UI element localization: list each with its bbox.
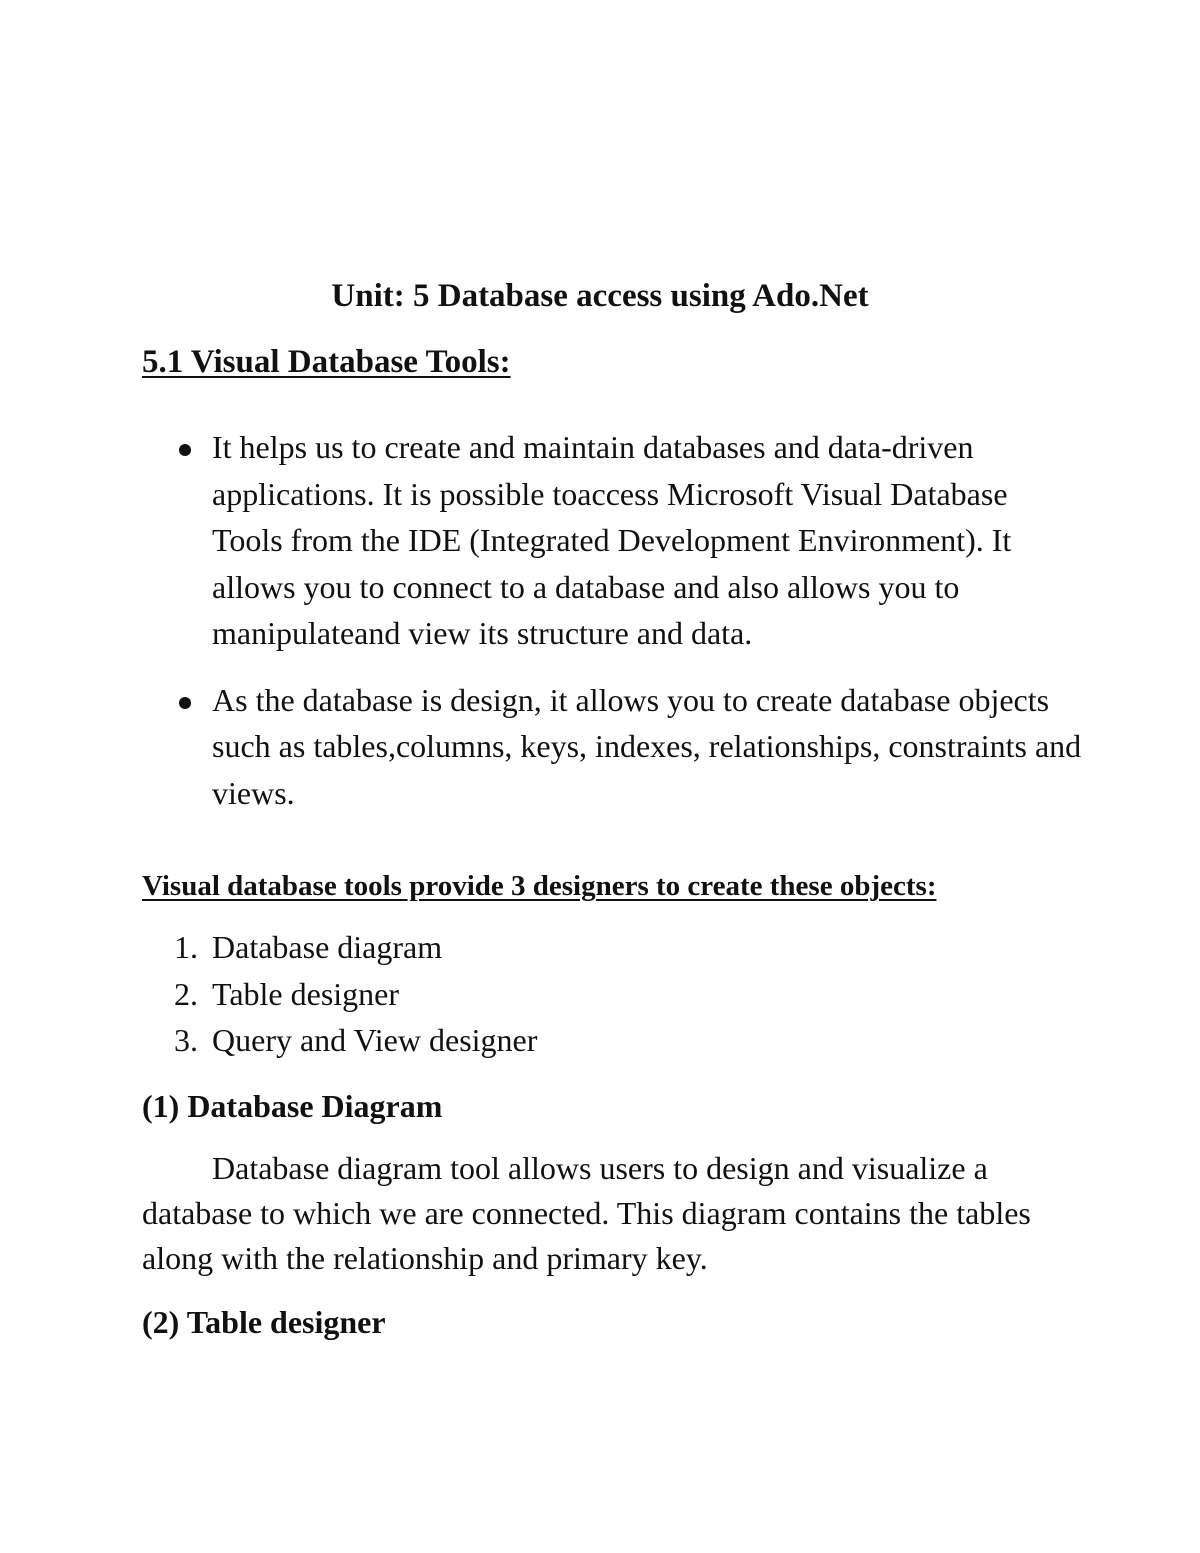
list-number: 2. — [174, 975, 198, 1012]
list-item — [142, 1017, 537, 1064]
bullet-text: It helps us to create and maintain databases and data-driven applications. It is possible toaccess Microsoft Visual Database Tools from the IDE (Integrated Development Environment). It allows you to connect to a database and also allows you to manipulateand view its structure and data. — [212, 429, 1012, 651]
designers-heading: Visual database tools provide 3 designers to create these objects: — [142, 870, 937, 902]
database-diagram-paragraph — [142, 1146, 1042, 1281]
paragraph-text: Database diagram tool allows users to design and visualize a database to which we are connected. This diagram contains the tables along with the relationship and primary key. — [142, 1150, 1031, 1276]
list-text: Query and View designer — [212, 1022, 538, 1058]
list-item — [142, 971, 537, 1018]
list-number: 3. — [174, 1022, 198, 1058]
section-heading: 5.1 Visual Database Tools: — [142, 344, 511, 380]
list-text: Database diagram — [212, 929, 443, 965]
list-item — [142, 924, 537, 971]
bullet-text: As the database is design, it allows you to create database objects such as tables,columns, keys, indexes, relationships, constraints and views. — [212, 681, 1082, 811]
table-designer-heading: (2) Table designer — [142, 1304, 386, 1340]
designers-list — [142, 924, 537, 1064]
list-item — [142, 424, 1082, 657]
list-number: 1. — [174, 929, 198, 965]
bullet-list — [142, 424, 1082, 836]
database-diagram-heading: (1) Database Diagram — [142, 1088, 443, 1124]
page-title: Unit: 5 Database access using Ado.Net — [331, 278, 869, 314]
bullet-icon — [179, 697, 191, 709]
list-item — [142, 677, 1082, 817]
list-text: Table designer — [212, 975, 400, 1012]
bullet-icon — [179, 444, 191, 456]
